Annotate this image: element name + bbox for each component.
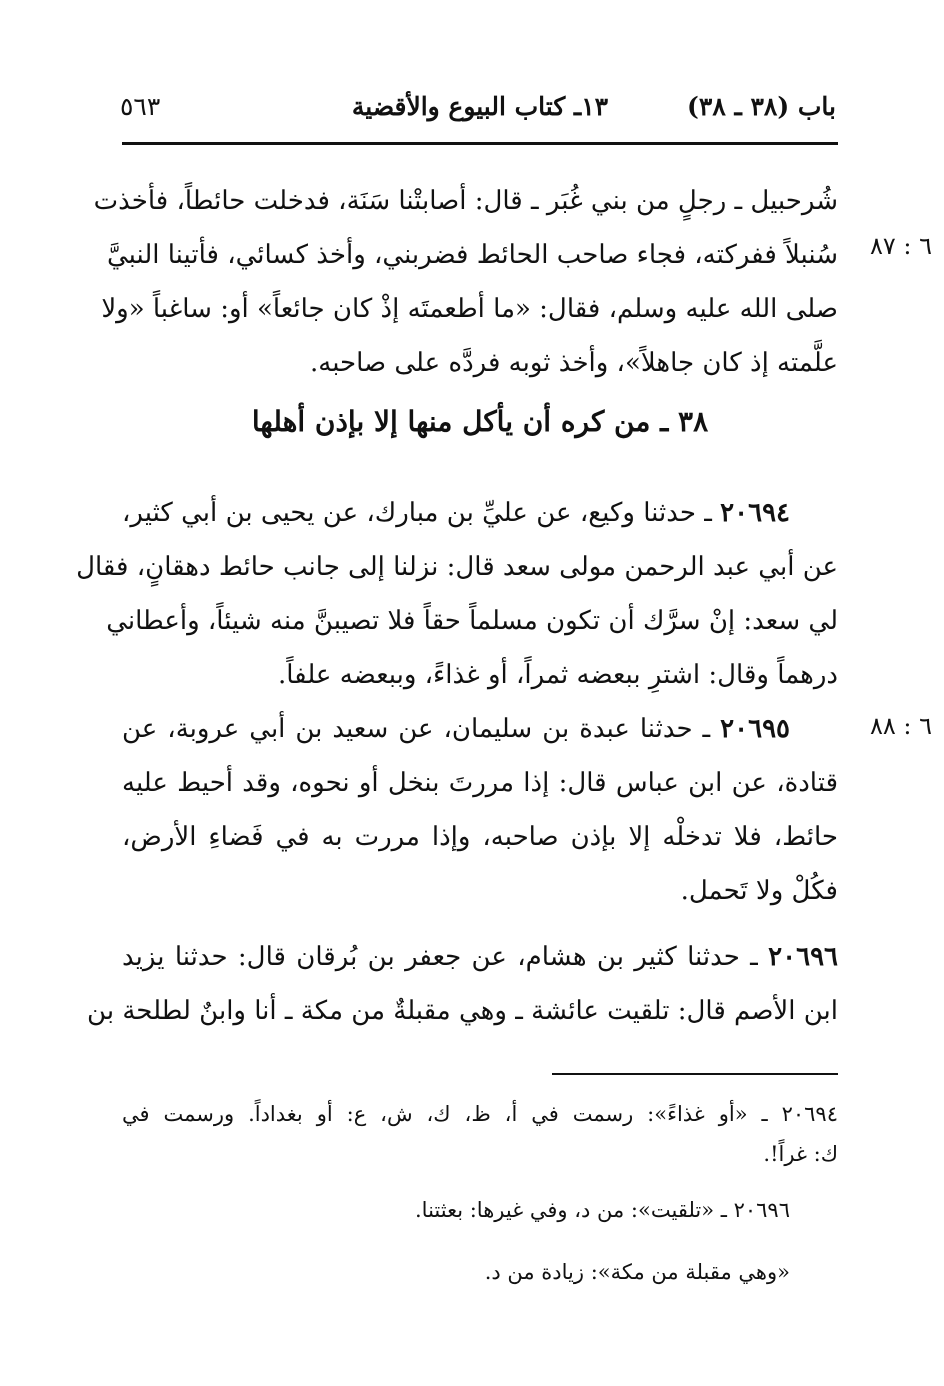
text-line: شُرحبيل ـ رجلٍ من بني غُبَر ـ قال: أصابتْنا سَنَة، فدخلت حائطاً، فأخذت (93, 186, 838, 216)
page-number: ٥٦٣ (120, 92, 161, 121)
text-line: حائط، فلا تدخلْه إلا بإذن صاحبه، وإذا مررت به في فَضاءِ الأرض، (122, 822, 838, 852)
chapter-title: باب (٣٨ ـ ٣٨) (687, 92, 836, 121)
footnote-20694 (122, 1094, 838, 1174)
footnote-line: ٢٠٦٩٤ ـ «أو غذاءً»: رسمت في أ، ظ، ك، ش، ع: أو بغداداً. ورسمت في (122, 1102, 838, 1126)
text-line (122, 930, 838, 984)
book-title: ١٣ـ كتاب البيوع والأقضية (351, 92, 609, 121)
footnote-line: ٢٠٦٩٦ ـ «تلقيت»: من د، وفي غيرها: بعثتنا. (415, 1198, 790, 1222)
text-line: قتادة، عن ابن عباس قال: إذا مررتَ بنخل أو نحوه، وقد أحيط عليه (122, 768, 838, 798)
text-line: صلى الله عليه وسلم، فقال: «ما أطعمتَه إذْ كان جائعاً» أو: ساغباً «ولا (101, 294, 838, 324)
hadith-20695 (122, 702, 838, 918)
text-line: سُنبلاً ففركته، فجاء صاحب الحائط فضربني، وأخذ كسائي، فأتينا النبيَّ (106, 240, 838, 270)
hadith-number: ٢٠٦٩٥ (720, 714, 790, 744)
header-rule (122, 142, 838, 145)
footnote-line: «وهي مقبلة من مكة»: زيادة من د. (484, 1260, 790, 1284)
text-line: فكُلْ ولا تَحمل. (680, 876, 838, 906)
hadith-text: ـ حدثنا وكيع، عن عليِّ بن مبارك، عن يحيى بن أبي كثير، (122, 498, 721, 528)
text-line: عن أبي عبد الرحمن مولى سعد قال: نزلنا إلى جانب حائط دهقانٍ، فقال (76, 552, 838, 582)
margin-reference: ٦ : ٨٧ (869, 232, 932, 260)
continuation-paragraph (93, 174, 838, 390)
footnote-line: ك: غراً!. (763, 1142, 838, 1166)
hadith-number: ٢٠٦٩٦ (768, 942, 838, 972)
hadith-20694 (76, 486, 838, 702)
section-heading: ٣٨ ـ من كره أن يأكل منها إلا بإذن أهلها (251, 405, 709, 438)
hadith-20696 (87, 930, 838, 1038)
footnote-20696 (122, 1190, 838, 1230)
text-line: درهماً وقال: اشترِ ببعضه ثمراً، أو غذاءً، وببعضه علفاً. (277, 660, 838, 690)
margin-reference: ٦ : ٨٨ (869, 712, 932, 740)
footnote-rule (552, 1073, 838, 1075)
text-line (122, 486, 838, 540)
hadith-number: ٢٠٦٩٤ (720, 498, 790, 528)
footnote-20696-b (122, 1252, 838, 1292)
hadith-text: ـ حدثنا عبدة بن سليمان، عن سعيد بن أبي عروبة، عن (122, 714, 721, 744)
text-line (122, 702, 838, 756)
text-line: لي سعد: إنْ سرَّك أن تكون مسلماً حقاً فلا تصيبنَّ منه شيئاً، وأعطاني (106, 606, 838, 636)
text-line: ابن الأصم قال: تلقيت عائشة ـ وهي مقبلةٌ من مكة ـ أنا وابنٌ لطلحة بن (87, 996, 838, 1026)
hadith-text: ـ حدثنا كثير بن هشام، عن جعفر بن بُرقان قال: حدثنا يزيد (122, 942, 769, 972)
text-line: علَّمته إذ كان جاهلاً»، وأخذ ثوبه فردَّه على صاحبه. (310, 348, 838, 378)
